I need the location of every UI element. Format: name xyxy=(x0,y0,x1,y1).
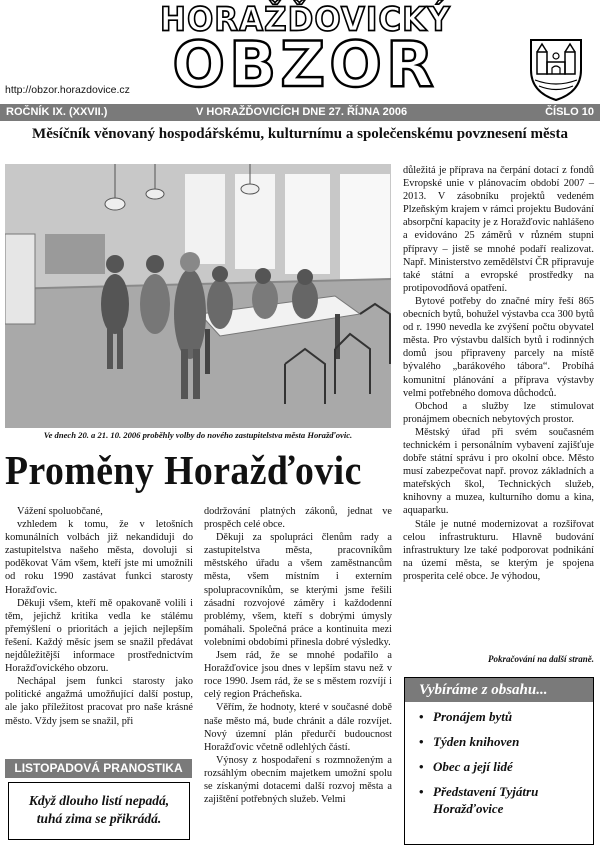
article-paragraph: Obchod a služby lze stimulovat pronájmem obecních nebytových prostor. xyxy=(403,400,594,425)
article-paragraph: Vážení spoluobčané, xyxy=(17,506,103,517)
town-crest-icon xyxy=(527,30,585,102)
election-photo xyxy=(5,164,391,428)
date-label: V HORAŽĎOVICÍCH DNE 27. ŘÍJNA 2006 xyxy=(196,106,408,118)
pranostika-text: Když dlouho listí nepadá, tuhá zima se přikrádá. xyxy=(8,782,190,840)
volume-label: ROČNÍK IX. (XXVII.) xyxy=(6,106,108,118)
website-url[interactable]: http://obzor.horazdovice.cz xyxy=(5,84,130,96)
subtitle: Měsíčník věnovaný hospodářskému, kulturnímu a společenskému povznesení města xyxy=(32,126,568,142)
article-paragraph: důležitá je příprava na čerpání dotací z fondů Evropské unie v plánovacím období 2007 – 2013. V zásobníku projektů vedeném Plzeňským krajem v rámci projektu Budování absorpční kapacity je z Horažďovic nahlášeno a evidováno 25 záměrů v různém stupni přípravy – jistě se mnohé podaří realizovat. Např. Ministerstvo zemědělství ČR připravuje také státní a evropské prostředky na protipovodňová opatření. xyxy=(403,165,594,294)
article-column-3 xyxy=(403,164,594,583)
article-paragraph: Výnosy z hospodaření s rozmnoženým a rozsáhlým obecním majetkem umožní spolu se získanými dotacemi další rozvoj města a zajištění potřebných služeb. Velmi xyxy=(204,754,392,806)
photo-caption: Ve dnech 20. a 21. 10. 2006 proběhly volby do nového zastupitelstva města Horažďovic. xyxy=(43,430,353,440)
contents-box xyxy=(404,677,594,845)
article-paragraph: Jsem rád, že se mnohé podařilo a Horažďovice jsou dnes v lepším stavu než v roce 1990. Jsem rád, že se s městem rozvíjí i celý region Prácheňska. xyxy=(204,650,392,701)
contents-item[interactable]: • Týden knihoven xyxy=(419,733,593,750)
continued-note[interactable]: Pokračování na další straně. xyxy=(487,654,594,664)
article-headline: Proměny Horažďovic xyxy=(5,447,362,493)
article-column-1 xyxy=(5,505,193,728)
issue-number: ČÍSLO 10 xyxy=(545,106,594,118)
contents-item[interactable]: • Pronájem bytů xyxy=(419,708,593,725)
masthead xyxy=(0,0,600,104)
pranostika-heading: LISTOPADOVÁ PRANOSTIKA xyxy=(5,759,192,778)
newspaper-title-top: HORAŽĎOVICKÝ xyxy=(160,1,451,39)
article-paragraph: Městský úřad při svém současném technickém i personálním vybavení zajišťuje dobře státní správu i pro okolní obce. Město musí zabezpečovat např. provoz základních a mateřských škol, Technických služeb, knihovny a muzea, kulturního domu a kina, aquaparku. xyxy=(403,426,594,517)
article-paragraph: Bytové potřeby do značné míry řeší 865 obecních bytů, bohužel výstavba cca 300 bytů od r. 1990 nevedla ke zvýšení počtu obyvatel města. Pro výstavbu dalších bytů i rodinných domů jsou připraveny parcely na místě bývalého „barákového tábora“. Probíhá komunitní plánování a příprava výstavby velmi potřebného domova důchodců. xyxy=(403,295,594,399)
article-paragraph: vzhledem k tomu, že v letošních komunálních volbách již nekandiduji do zastupitelstva našeho města, dovoluji si poděkovat Vám všem, kteří jste mi umožnili od roku 1990 zastávat funkci starosty Horažďovic. xyxy=(5,519,193,596)
article-paragraph: dodržování platných zákonů, jednat ve prospěch celé obce. xyxy=(204,506,392,531)
contents-item[interactable]: • Obec a její lidé xyxy=(419,758,593,775)
article-paragraph: Nechápal jsem funkci starosty jako politické angažmá umožňující další postup, ale jako příležitost pracovat pro naše krásné město. Vždy jsem se snažil, při xyxy=(5,676,193,727)
contents-heading: Vybíráme z obsahu... xyxy=(405,678,593,702)
article-paragraph: Stále je nutné modernizovat a rozšiřovat celou infrastrukturu. Hlavně budování infrastruktury lze také podporovat podnikání na území města, se kterým je spojena prosperita celé obce. Je výhodou, xyxy=(403,518,594,582)
article-column-2 xyxy=(204,505,392,806)
article-paragraph: Děkuji za spolupráci členům rady a zastupitelstva města, pracovníkům městského úřadu a všem zaměstnancům města, všem místním i externím spolupracovníkům, se kterými jsme řešili zásadní rozvojové záměry i každodenní problémy, všem, kteří s dobrými úmysly pomáhali. Společná práce a kontinuita mezi volebními obdobími přinesla dobré výsledky. xyxy=(204,532,392,648)
contents-item[interactable]: • Představení Tyjátru Horažďovice xyxy=(419,783,593,817)
article-paragraph: Děkuji všem, kteří mě opakovaně volili i těm, jejichž kritika vedla ke stálému přemýšlení o prioritách a jejich nejlepším řešení. Každý měsíc jsem se snažil předávat nejdůležitější informace prostřednictvím Horažďovického obzoru. xyxy=(5,597,193,675)
contents-list xyxy=(405,708,593,817)
issue-info-bar xyxy=(0,104,600,121)
article-paragraph: Věřím, že hodnoty, které v současné době naše město má, bude chránit a dále rozvíjet. Nový územní plán předurčí budoucnost Horažďovic včetně odlehlých částí. xyxy=(204,702,392,753)
newspaper-title-main: OBZOR xyxy=(172,28,438,101)
